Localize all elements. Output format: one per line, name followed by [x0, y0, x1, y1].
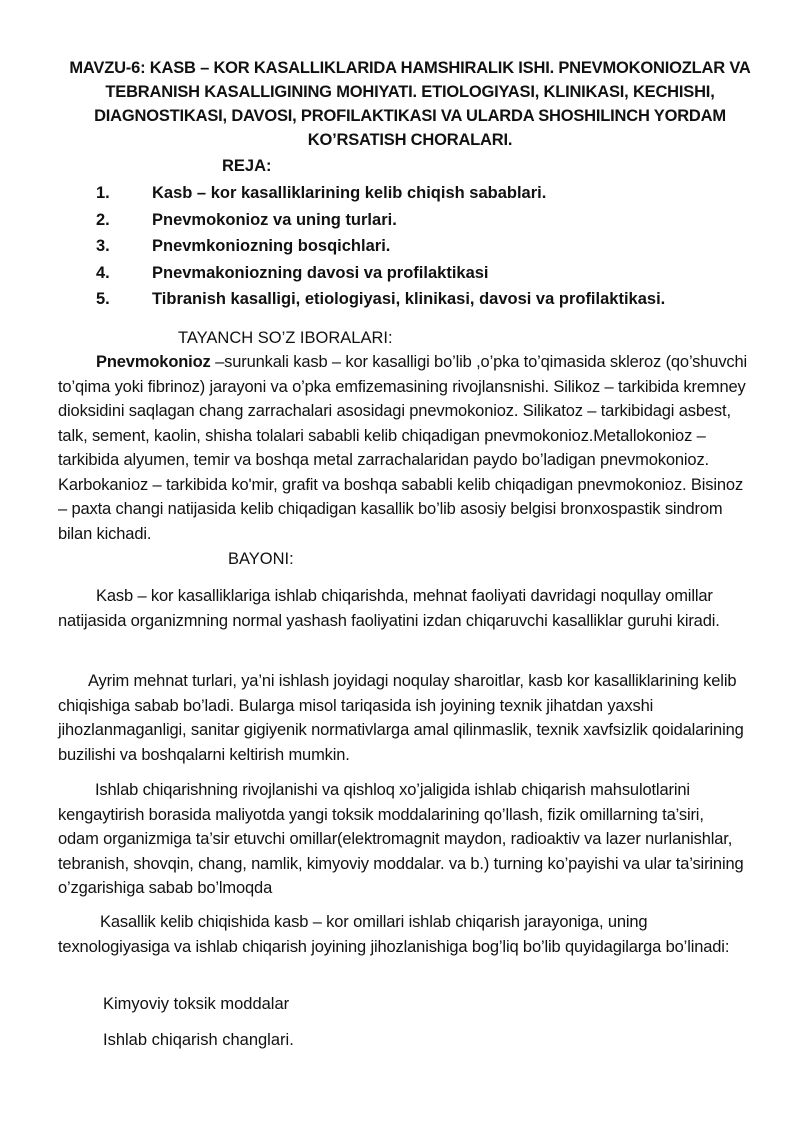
keywords-term: Pnevmokonioz [96, 353, 211, 371]
plan-item-number: 4. [96, 263, 110, 282]
plan-heading: REJA: [222, 157, 272, 175]
document-title: MAVZU-6: KASB – KOR KASALLIKLARIDA HAMSHIRALIK ISHI. PNEVMOKONIOZLAR VA TEBRANISH KASALLIGINING MOHIYATI. ETIOLOGIYASI, KLINIKASI, KECHISHI, DIAGNOSTIKASI, DAVOSI, PROFILAKTIKASI VA ULARDA SHOSHILINCH YORDAM KO’RSATISH CHORALARI. [69, 59, 751, 149]
plan-item [96, 233, 665, 260]
plan-item-text: Pnevmkoniozning bosqichlari. [152, 237, 391, 255]
plan-item [96, 286, 665, 313]
plan-item-number: 3. [96, 237, 110, 255]
plan-item-text: Tibranish kasalligi, etiologiyasi, klinikasi, davosi va profilaktikasi. [152, 290, 666, 308]
factor-item: Kimyoviy toksik moddalar [103, 995, 290, 1013]
keywords-heading: TAYANCH SO’Z IBORALARI: [178, 329, 393, 347]
plan-item-number: 2. [96, 210, 110, 229]
plan-item [96, 207, 665, 234]
body-paragraph: Kasallik kelib chiqishida kasb – kor omillari ishlab chiqarish jarayoniga, uning texnologiyasiga va ishlab chiqarish joyining jihozlanishiga bog’liq bo’lib quyidagilarga bo’linadi: [58, 913, 730, 956]
plan-list [96, 180, 665, 313]
plan-item [96, 180, 665, 207]
plan-item-number: 1. [96, 184, 110, 202]
bayoni-heading: BAYONI: [228, 550, 294, 568]
body-paragraph: Ayrim mehnat turlari, ya’ni ishlash joyidagi noqulay sharoitlar, kasb kor kasalliklarining kelib chiqishiga sabab bo’ladi. Bularga misol tariqasida ish joyining texnik jihatdan yaxshi jihozlanmaganligi, sanitar gigiyenik normativlarga amal qilinmaslik, texnik xavfsizlik qoidalarining buzilishi va boshqalarni keltirish mumkin. [58, 672, 744, 764]
plan-item-text: Kasb – kor kasalliklarining kelib chiqish sabablari. [152, 184, 547, 202]
plan-item-text: Pnevmakoniozning davosi va profilaktikasi [152, 263, 489, 282]
body-paragraph: Ishlab chiqarishning rivojlanishi va qishloq xo’jaligida ishlab chiqarish mahsulotlarini kengaytirish borasida maliyotda yangi toksik moddalarining qo’llash, fizik omillarning ta’siri, odam organizmiga ta’sir etuvchi omillar(elektromagnit maydon, radioaktiv va lazer nurlanishlar, tebranish, shovqin, chang, namlik, kimyoviy moddalar. va b.) turning ko’payishi va ular ta’sirining o’zgarishiga sabab bo’lmoqda [58, 781, 744, 897]
keywords-text: –surunkali kasb – kor kasalligi bo’lib ,o’pka to’qimasida skleroz (qo’shuvchi to’qima yoki fibrinoz) jarayoni va o’pka emfizemasining rivojlansnishi. Silikoz – tarkibida kremney dioksidini saqlagan chang zarrachalari asosidagi pnevmokonioz. Silikatoz – tarkibidagi asbest, talk, sement, kaolin, shisha tolalari sababli kelib chiqadigan pnevmokonioz.Metallokonioz – tarkibida alyumen, temir va boshqa metal zarrachalaridan paydo bo’ladigan pnevmokonioz. Karbokanioz – tarkibida ko'mir, grafit va boshqa sababli kelib chiqadigan pnevmokonioz. Bisinoz – paxta changi natijasida kelib chiqadigan kasallik bo’lib asosiy belgisi bronxospastik sindrom bilan kichadi. [58, 353, 748, 543]
plan-item-number: 5. [96, 290, 110, 308]
keywords-paragraph [58, 350, 748, 546]
plan-item [96, 260, 665, 287]
body-paragraph: Kasb – kor kasalliklariga ishlab chiqarishda, mehnat faoliyati davridagi noqullay omillar natijasida organizmning normal yashash faoliyatini izdan chiqaruvchi kasalliklar guruhi kiradi. [58, 587, 720, 630]
plan-item-text: Pnevmokonioz va uning turlari. [152, 210, 397, 229]
factor-item: Ishlab chiqarish changlari. [103, 1031, 294, 1049]
